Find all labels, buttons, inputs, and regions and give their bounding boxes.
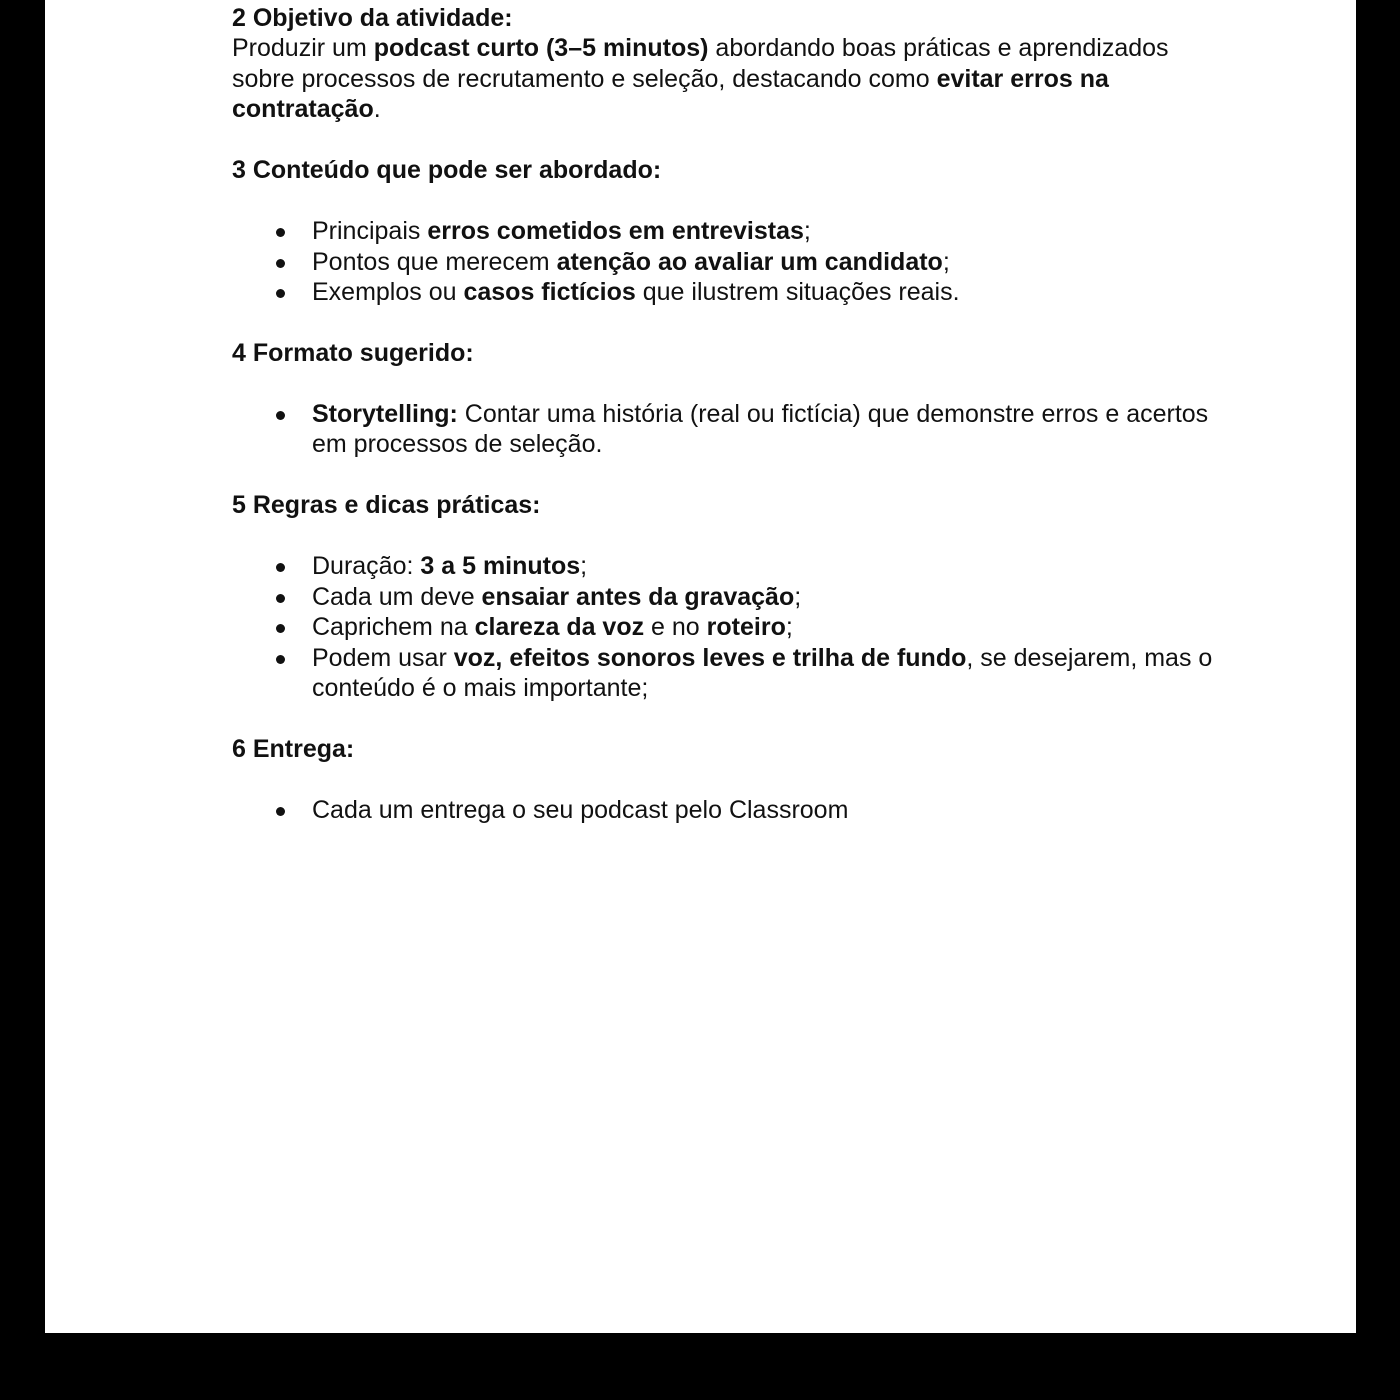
bold-text: 3 a 5 minutos (420, 552, 581, 580)
bullet-icon (276, 655, 285, 664)
bullet-icon (276, 807, 285, 816)
section-objective-title: 2 Objetivo da atividade: (232, 4, 513, 32)
text: . (373, 95, 381, 123)
list-item (312, 277, 960, 307)
text: ; (803, 217, 811, 245)
bold-text: voz, efeitos sonoros leves e trilha de fundo (453, 644, 967, 672)
section-delivery-title: 6 Entrega: (232, 735, 355, 763)
bold-text: atenção ao avaliar um candidato (556, 248, 943, 276)
list-item (312, 612, 793, 642)
bold-text: ensaiar antes da gravação (481, 583, 795, 611)
bullet-icon (276, 624, 285, 633)
bullet-icon (276, 289, 285, 298)
bullet-icon (276, 259, 285, 268)
bullet-icon (276, 228, 285, 237)
text: Duração: (312, 552, 421, 580)
list-item (312, 643, 1212, 673)
text: Cada um deve (312, 583, 482, 611)
text: e no (644, 613, 707, 641)
bullet-icon (276, 563, 285, 572)
list-item (312, 399, 1208, 429)
section-content-title: 3 Conteúdo que pode ser abordado: (232, 156, 662, 184)
list-item (312, 247, 950, 277)
list-item (312, 551, 587, 581)
text: ; (785, 613, 793, 641)
objective-paragraph-line-3 (232, 94, 381, 124)
text: que ilustrem situações reais. (635, 278, 960, 306)
list-item-continuation: em processos de seleção. (312, 430, 603, 458)
bold-text: erros cometidos em entrevistas (427, 217, 804, 245)
bold-text: casos fictícios (463, 278, 636, 306)
text: Exemplos ou (312, 278, 464, 306)
bold-text: evitar erros na (936, 65, 1109, 93)
bullet-icon (276, 594, 285, 603)
bold-text: Storytelling: (312, 400, 458, 428)
bold-text: roteiro (706, 613, 786, 641)
list-item (312, 216, 811, 246)
list-item: Cada um entrega o seu podcast pelo Classroom (312, 796, 849, 824)
text: Contar uma história (real ou fictícia) que demonstre erros e acertos (457, 400, 1209, 428)
section-format-title: 4 Formato sugerido: (232, 339, 474, 367)
text: Produzir um (232, 34, 374, 62)
text: ; (580, 552, 588, 580)
text: Pontos que merecem (312, 248, 557, 276)
bullet-icon (276, 411, 285, 420)
document-page (45, 0, 1356, 1333)
list-item (312, 582, 801, 612)
text: Caprichem na (312, 613, 475, 641)
text: sobre processos de recrutamento e seleção, destacando como (232, 65, 937, 93)
text: ; (794, 583, 802, 611)
text: Principais (312, 217, 428, 245)
objective-paragraph-line-2 (232, 64, 1109, 94)
bold-text: contratação (232, 95, 374, 123)
section-rules-title: 5 Regras e dicas práticas: (232, 491, 541, 519)
objective-paragraph-line-1 (232, 33, 1169, 63)
list-item-continuation: conteúdo é o mais importante; (312, 674, 649, 702)
text: , se desejarem, mas o (966, 644, 1213, 672)
bold-text: podcast curto (3–5 minutos) (373, 34, 709, 62)
text: abordando boas práticas e aprendizados (708, 34, 1169, 62)
bold-text: clareza da voz (474, 613, 645, 641)
text: ; (942, 248, 950, 276)
text: Podem usar (312, 644, 454, 672)
